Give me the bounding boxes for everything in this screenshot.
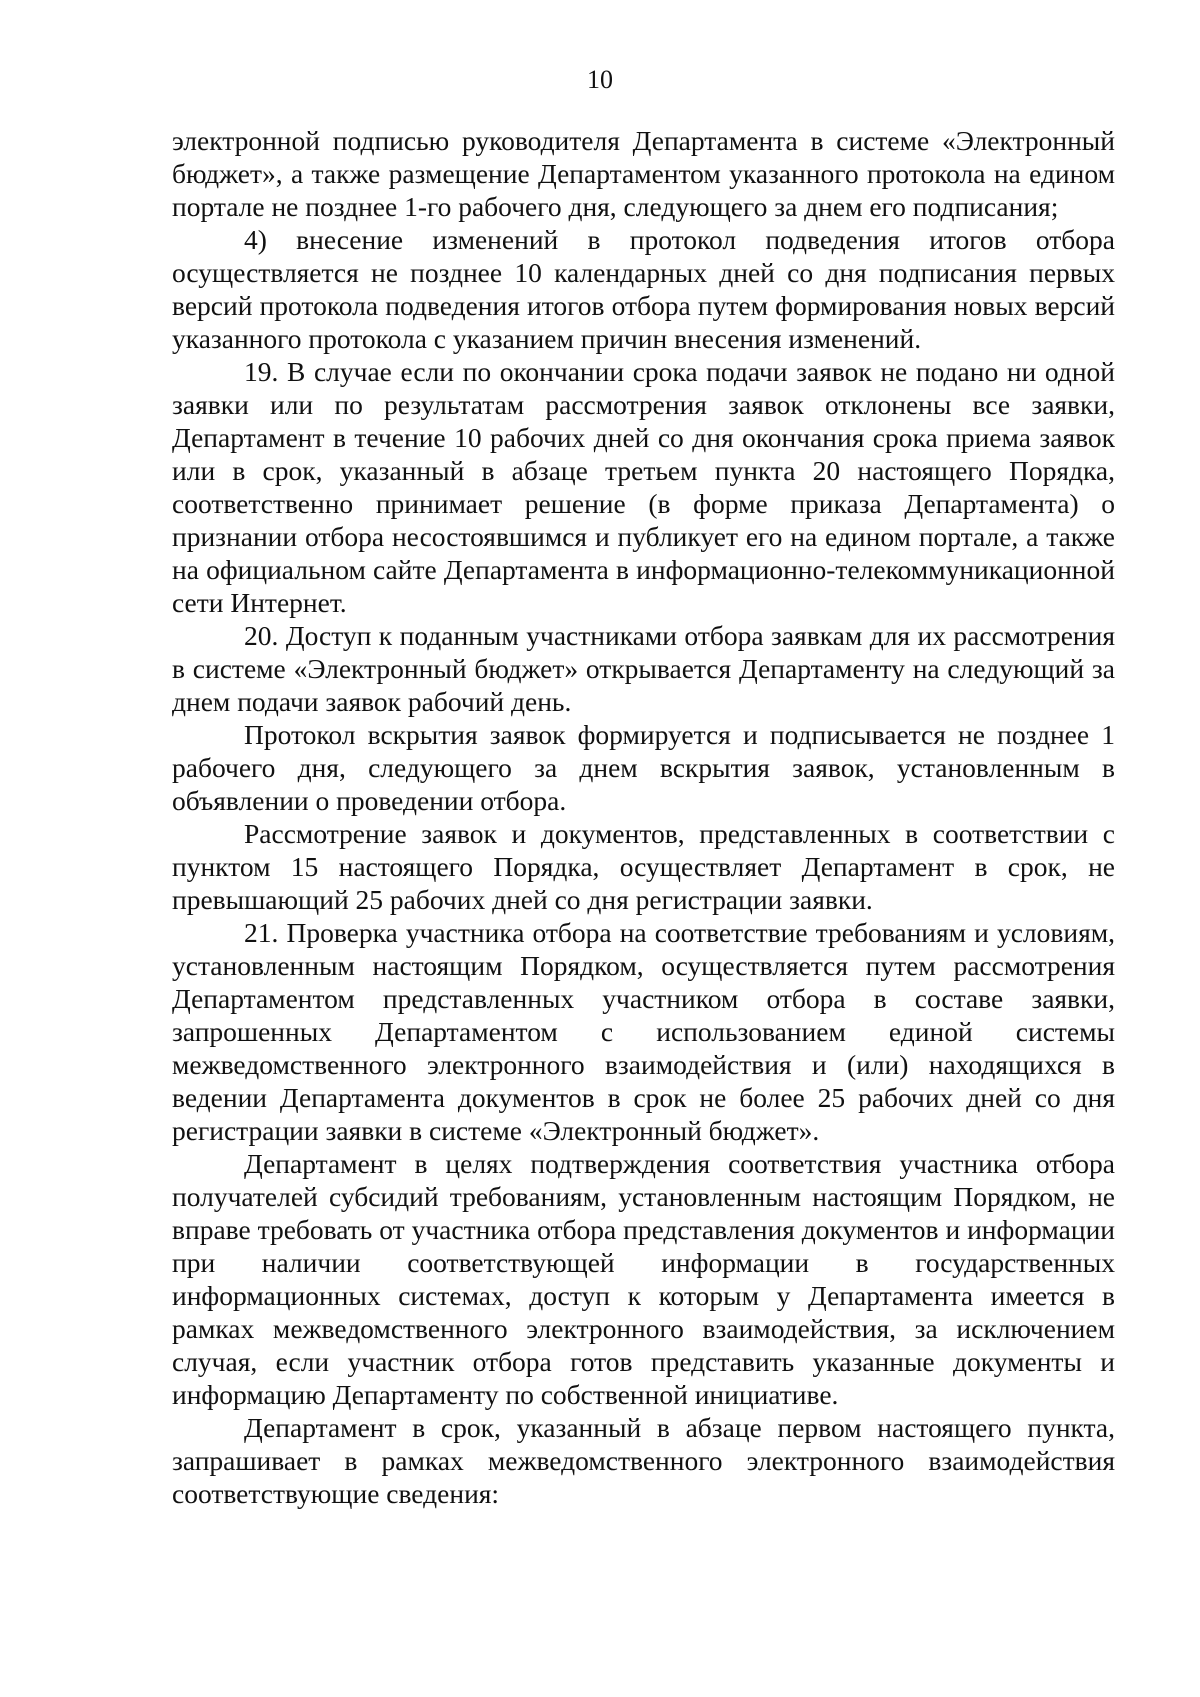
paragraph-review-term: Рассмотрение заявок и документов, представленных в соответствии с пунктом 15 настоящего Порядка, осуществляет Департамент в срок, не превышающий 25 рабочих дней со дня регистрации заявки. bbox=[172, 818, 1115, 915]
paragraph-interagency-request: Департамент в срок, указанный в абзаце первом настоящего пункта, запрашивает в рамках межведомственного электронного взаимодействия соответствующие сведения: bbox=[172, 1412, 1115, 1509]
document-body bbox=[172, 124, 1115, 1510]
paragraph-item-4: 4) внесение изменений в протокол подведения итогов отбора осуществляется не позднее 10 календарных дней со дня подписания первых версий протокола подведения итогов отбора путем формирования новых версий указанного протокола с указанием причин внесения изменений. bbox=[172, 224, 1115, 354]
paragraph-clause-19: 19. В случае если по окончании срока подачи заявок не подано ни одной заявки или по результатам рассмотрения заявок отклонены все заявки, Департамент в течение 10 рабочих дней со дня окончания срока приема заявок или в срок, указанный в абзаце третьем пункта 20 настоящего Порядка, соответственно принимает решение (в форме приказа Департамента) о признании отбора несостоявшимся и публикует его на едином портале, а также на официальном сайте Департамента в информационно-телекоммуникационной сети Интернет. bbox=[172, 356, 1115, 618]
paragraph-clause-20: 20. Доступ к поданным участниками отбора заявкам для их рассмотрения в системе «Электронный бюджет» открывается Департаменту на следующий за днем подачи заявок рабочий день. bbox=[172, 620, 1115, 717]
paragraph-no-require-documents: Департамент в целях подтверждения соответствия участника отбора получателей субсидий требованиям, установленным настоящим Порядком, не вправе требовать от участника отбора представления документов и информации при наличии соответствующей информации в государственных информационных системах, доступ к которым у Департамента имеется в рамках межведомственного электронного взаимодействия, за исключением случая, если участник отбора готов представить указанные документы и информацию Департаменту по собственной инициативе. bbox=[172, 1148, 1115, 1410]
page-number: 10 bbox=[587, 65, 613, 94]
paragraph-opening-protocol: Протокол вскрытия заявок формируется и подписывается не позднее 1 рабочего дня, следующего за днем вскрытия заявок, установленным в объявлении о проведении отбора. bbox=[172, 719, 1115, 816]
paragraph-continuation: электронной подписью руководителя Департамента в системе «Электронный бюджет», а также размещение Департаментом указанного протокола на едином портале не позднее 1-го рабочего дня, следующего за днем его подписания; bbox=[172, 125, 1115, 222]
paragraph-clause-21: 21. Проверка участника отбора на соответствие требованиям и условиям, установленным настоящим Порядком, осуществляется путем рассмотрения Департаментом представленных участником отбора в составе заявки, запрошенных Департаментом с использованием единой системы межведомственного электронного взаимодействия и (или) находящихся в ведении Департамента документов в срок не более 25 рабочих дней со дня регистрации заявки в системе «Электронный бюджет». bbox=[172, 917, 1115, 1146]
